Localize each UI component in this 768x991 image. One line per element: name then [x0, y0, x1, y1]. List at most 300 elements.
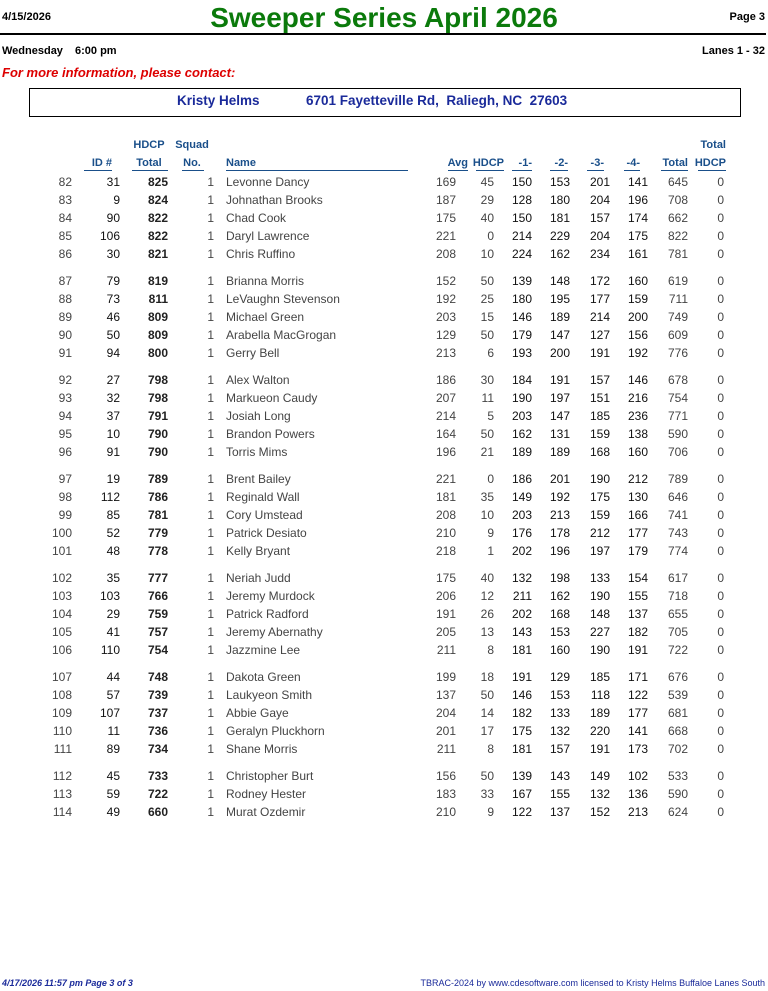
cell-g3: 214 [589, 310, 610, 324]
cell-total: 718 [667, 589, 688, 603]
cell-g2: 189 [549, 445, 570, 459]
col-name: Name [226, 157, 256, 169]
cell-g4: 160 [627, 274, 648, 288]
cell-name: Brent Bailey [226, 472, 291, 486]
cell-hdcp-total: 800 [147, 346, 168, 360]
cell-squad: 1 [207, 247, 214, 261]
cell-total-hdcp: 0 [717, 724, 724, 738]
cell-id: 41 [106, 625, 120, 639]
cell-id: 94 [106, 346, 120, 360]
cell-name: Neriah Judd [226, 571, 291, 585]
cell-total: 705 [667, 625, 688, 639]
cell-id: 103 [99, 589, 120, 603]
cell-avg: 207 [435, 391, 456, 405]
table-row [0, 542, 768, 560]
cell-hdcp-total: 819 [147, 274, 168, 288]
cell-total: 822 [667, 229, 688, 243]
cell-g1: 176 [511, 526, 532, 540]
cell-squad: 1 [207, 175, 214, 189]
cell-g2: 160 [549, 643, 570, 657]
cell-squad: 1 [207, 292, 214, 306]
cell-hdcp: 10 [480, 247, 494, 261]
cell-squad: 1 [207, 643, 214, 657]
cell-avg: 208 [435, 247, 456, 261]
cell-place: 108 [51, 688, 72, 702]
cell-g3: 157 [589, 373, 610, 387]
cell-hdcp: 29 [480, 193, 494, 207]
cell-hdcp: 50 [480, 427, 494, 441]
cell-g3: 201 [589, 175, 610, 189]
cell-g4: 122 [627, 688, 648, 702]
cell-g2: 200 [549, 346, 570, 360]
cell-avg: 211 [436, 643, 456, 657]
cell-place: 97 [58, 472, 72, 486]
cell-hdcp: 0 [487, 472, 494, 486]
cell-g3: 190 [589, 643, 610, 657]
cell-hdcp-total: 736 [147, 724, 168, 738]
cell-g2: 132 [549, 724, 570, 738]
cell-hdcp-total: 798 [147, 373, 168, 387]
cell-avg: 183 [435, 787, 456, 801]
cell-g3: 127 [589, 328, 610, 342]
cell-avg: 199 [435, 670, 456, 684]
cell-squad: 1 [207, 787, 214, 801]
cell-hdcp-total: 739 [147, 688, 168, 702]
cell-g2: 191 [549, 373, 570, 387]
event-time: 6:00 pm [75, 45, 117, 57]
cell-g4: 141 [627, 724, 648, 738]
table-row [0, 704, 768, 722]
cell-total-hdcp: 0 [717, 490, 724, 504]
cell-id: 10 [106, 427, 120, 441]
cell-g1: 202 [511, 544, 532, 558]
cell-name: Laukyeon Smith [226, 688, 313, 702]
cell-total-hdcp: 0 [717, 769, 724, 783]
cell-squad: 1 [207, 607, 214, 621]
cell-g1: 150 [511, 211, 532, 225]
cell-squad: 1 [207, 805, 214, 819]
cell-g2: 137 [549, 805, 570, 819]
cell-g4: 177 [627, 706, 648, 720]
cell-avg: 208 [435, 508, 456, 522]
cell-hdcp: 9 [487, 805, 494, 819]
cell-g4: 141 [627, 175, 648, 189]
cell-g4: 196 [627, 193, 648, 207]
cell-g3: 191 [589, 742, 610, 756]
cell-id: 106 [99, 229, 120, 243]
cell-name: Jeremy Murdock [226, 589, 315, 603]
cell-total-hdcp: 0 [717, 526, 724, 540]
cell-place: 86 [58, 247, 72, 261]
cell-total-hdcp: 0 [717, 310, 724, 324]
cell-g4: 174 [627, 211, 648, 225]
contact-name: Kristy Helms [177, 93, 260, 108]
cell-hdcp: 25 [480, 292, 494, 306]
col-squad-bottom: No. [183, 157, 201, 169]
col-total-hdcp-top: Total [700, 139, 726, 151]
table-row [0, 344, 768, 362]
cell-name: Torris Mims [226, 445, 288, 459]
cell-hdcp-total: 790 [147, 427, 168, 441]
table-row [0, 290, 768, 308]
cell-total-hdcp: 0 [717, 229, 724, 243]
cell-total: 617 [667, 571, 688, 585]
cell-id: 35 [106, 571, 120, 585]
lanes-range: Lanes 1 - 32 [702, 45, 765, 57]
cell-hdcp: 11 [481, 391, 494, 405]
cell-hdcp-total: 766 [147, 589, 168, 603]
cell-g1: 132 [511, 571, 532, 585]
cell-total-hdcp: 0 [717, 706, 724, 720]
col-hdcp-total-top: HDCP [133, 139, 165, 151]
cell-total: 771 [667, 409, 688, 423]
cell-total: 668 [667, 724, 688, 738]
cell-name: Jazzmine Lee [226, 643, 301, 657]
cell-name: Gerry Bell [226, 346, 280, 360]
cell-place: 83 [58, 193, 72, 207]
cell-hdcp: 18 [480, 670, 494, 684]
cell-place: 99 [58, 508, 72, 522]
cell-g2: 153 [549, 175, 570, 189]
cell-g2: 157 [549, 742, 570, 756]
cell-total: 590 [667, 427, 688, 441]
cell-avg: 175 [435, 571, 456, 585]
cell-g3: 148 [589, 607, 610, 621]
cell-hdcp-total: 822 [147, 211, 168, 225]
cell-g3: 191 [589, 346, 610, 360]
cell-avg: 218 [435, 544, 456, 558]
cell-id: 37 [106, 409, 120, 423]
cell-total-hdcp: 0 [717, 607, 724, 621]
cell-g3: 177 [589, 292, 610, 306]
cell-squad: 1 [207, 274, 214, 288]
cell-g1: 190 [511, 391, 532, 405]
cell-hdcp-total: 811 [148, 292, 168, 306]
cell-squad: 1 [207, 445, 214, 459]
cell-g4: 177 [627, 526, 648, 540]
cell-avg: 210 [435, 526, 456, 540]
cell-place: 90 [58, 328, 72, 342]
contact-prompt: For more information, please contact: [2, 65, 236, 80]
cell-total: 624 [667, 805, 688, 819]
cell-g1: 184 [511, 373, 532, 387]
cell-name: Josiah Long [226, 409, 291, 423]
cell-total: 749 [667, 310, 688, 324]
cell-total: 702 [667, 742, 688, 756]
cell-place: 114 [52, 805, 72, 819]
cell-squad: 1 [207, 409, 214, 423]
cell-name: Cory Umstead [226, 508, 303, 522]
cell-name: Brianna Morris [226, 274, 305, 288]
cell-g1: 189 [511, 445, 532, 459]
cell-id: 49 [106, 805, 120, 819]
cell-id: 27 [106, 373, 120, 387]
cell-hdcp-total: 786 [147, 490, 168, 504]
cell-place: 100 [51, 526, 72, 540]
cell-g1: 202 [511, 607, 532, 621]
cell-g1: 122 [511, 805, 532, 819]
cell-g2: 197 [549, 391, 570, 405]
cell-g2: 195 [549, 292, 570, 306]
table-row [0, 308, 768, 326]
cell-g4: 173 [627, 742, 648, 756]
cell-place: 96 [58, 445, 72, 459]
cell-total: 743 [667, 526, 688, 540]
cell-g4: 136 [627, 787, 648, 801]
cell-g2: 131 [549, 427, 570, 441]
cell-hdcp: 50 [480, 769, 494, 783]
cell-name: Murat Ozdemir [226, 805, 306, 819]
cell-avg: 201 [435, 724, 456, 738]
cell-g1: 143 [511, 625, 532, 639]
cell-id: 79 [106, 274, 120, 288]
cell-g2: 162 [549, 589, 570, 603]
cell-hdcp: 13 [480, 625, 494, 639]
cell-g4: 154 [627, 571, 648, 585]
cell-g4: 102 [627, 769, 648, 783]
cell-name: Shane Morris [226, 742, 298, 756]
cell-squad: 1 [207, 670, 214, 684]
cell-squad: 1 [207, 571, 214, 585]
cell-g3: 212 [589, 526, 610, 540]
table-row [0, 425, 768, 443]
cell-squad: 1 [207, 391, 214, 405]
cell-g4: 182 [627, 625, 648, 639]
cell-g3: 190 [589, 589, 610, 603]
cell-id: 89 [106, 742, 120, 756]
cell-hdcp: 8 [487, 742, 494, 756]
cell-place: 87 [58, 274, 72, 288]
cell-name: Chad Cook [226, 211, 287, 225]
cell-total-hdcp: 0 [717, 445, 724, 459]
cell-g3: 132 [589, 787, 610, 801]
table-row [0, 785, 768, 803]
cell-place: 91 [58, 346, 72, 360]
cell-id: 30 [106, 247, 120, 261]
cell-g1: 167 [511, 787, 532, 801]
cell-g1: 150 [511, 175, 532, 189]
footer-timestamp: 4/17/2026 11:57 pm Page 3 of 3 [2, 978, 133, 988]
cell-avg: 206 [435, 589, 456, 603]
cell-squad: 1 [207, 508, 214, 522]
cell-hdcp-total: 825 [147, 175, 168, 189]
cell-g3: 149 [589, 769, 610, 783]
cell-g3: 189 [589, 706, 610, 720]
cell-total-hdcp: 0 [717, 292, 724, 306]
cell-avg: 203 [435, 310, 456, 324]
cell-hdcp: 5 [487, 409, 494, 423]
col-game3: -3- [590, 157, 604, 169]
cell-hdcp-total: 822 [147, 229, 168, 243]
cell-total-hdcp: 0 [717, 211, 724, 225]
cell-avg: 205 [435, 625, 456, 639]
cell-g2: 213 [549, 508, 570, 522]
cell-hdcp: 30 [480, 373, 494, 387]
cell-hdcp-total: 748 [147, 670, 168, 684]
cell-id: 59 [106, 787, 120, 801]
cell-g4: 200 [627, 310, 648, 324]
cell-place: 84 [58, 211, 72, 225]
cell-total-hdcp: 0 [717, 544, 724, 558]
cell-hdcp: 12 [480, 589, 494, 603]
cell-name: Arabella MacGrogan [226, 328, 337, 342]
col-hdcp: HDCP [472, 157, 504, 169]
cell-g2: 229 [549, 229, 570, 243]
cell-name: Brandon Powers [226, 427, 315, 441]
cell-g3: 159 [589, 508, 610, 522]
table-row [0, 191, 768, 209]
cell-hdcp-total: 789 [147, 472, 168, 486]
table-row [0, 668, 768, 686]
cell-id: 57 [106, 688, 120, 702]
cell-g1: 139 [511, 274, 532, 288]
cell-avg: 156 [435, 769, 456, 783]
cell-avg: 192 [435, 292, 456, 306]
cell-g1: 175 [511, 724, 532, 738]
cell-squad: 1 [207, 589, 214, 603]
cell-total: 646 [667, 490, 688, 504]
cell-place: 103 [51, 589, 72, 603]
cell-g3: 151 [589, 391, 610, 405]
cell-avg: 204 [435, 706, 456, 720]
cell-g2: 147 [549, 328, 570, 342]
report-date: 4/15/2026 [2, 11, 51, 23]
cell-g2: 148 [549, 274, 570, 288]
cell-total-hdcp: 0 [717, 625, 724, 639]
cell-id: 50 [106, 328, 120, 342]
cell-g1: 186 [511, 472, 532, 486]
cell-avg: 186 [435, 373, 456, 387]
cell-g4: 175 [627, 229, 648, 243]
cell-hdcp-total: 733 [147, 769, 168, 783]
cell-total-hdcp: 0 [717, 571, 724, 585]
cell-total-hdcp: 0 [717, 742, 724, 756]
cell-g3: 227 [589, 625, 610, 639]
cell-avg: 187 [435, 193, 456, 207]
cell-squad: 1 [207, 346, 214, 360]
cell-total: 609 [667, 328, 688, 342]
cell-avg: 191 [435, 607, 456, 621]
cell-hdcp-total: 821 [147, 247, 168, 261]
cell-total: 789 [667, 472, 688, 486]
cell-g4: 179 [627, 544, 648, 558]
table-row [0, 569, 768, 587]
contact-address: 6701 Fayetteville Rd, Raliegh, NC 27603 [306, 93, 568, 108]
cell-g3: 168 [589, 445, 610, 459]
cell-hdcp: 45 [480, 175, 494, 189]
cell-name: Jeremy Abernathy [226, 625, 323, 639]
report-title: Sweeper Series April 2026 [210, 2, 558, 33]
cell-total: 645 [667, 175, 688, 189]
cell-total: 681 [667, 706, 688, 720]
cell-hdcp: 0 [487, 229, 494, 243]
cell-g1: 162 [511, 427, 532, 441]
cell-place: 105 [51, 625, 72, 639]
cell-g2: 189 [549, 310, 570, 324]
cell-total-hdcp: 0 [717, 247, 724, 261]
cell-g4: 236 [627, 409, 648, 423]
cell-place: 109 [51, 706, 72, 720]
cell-g4: 137 [627, 607, 648, 621]
cell-id: 48 [106, 544, 120, 558]
table-row [0, 686, 768, 704]
cell-total-hdcp: 0 [717, 670, 724, 684]
table-row [0, 272, 768, 290]
cell-total: 590 [667, 787, 688, 801]
cell-hdcp-total: 737 [147, 706, 168, 720]
cell-g1: 180 [511, 292, 532, 306]
cell-id: 45 [106, 769, 120, 783]
cell-g2: 162 [549, 247, 570, 261]
cell-total-hdcp: 0 [717, 427, 724, 441]
cell-squad: 1 [207, 706, 214, 720]
cell-squad: 1 [207, 625, 214, 639]
cell-place: 110 [52, 724, 72, 738]
cell-g4: 166 [627, 508, 648, 522]
cell-g4: 192 [627, 346, 648, 360]
cell-hdcp-total: 781 [147, 508, 168, 522]
cell-id: 11 [107, 724, 120, 738]
cell-g4: 171 [627, 670, 648, 684]
table-row [0, 470, 768, 488]
cell-name: LeVaughn Stevenson [226, 292, 340, 306]
cell-g2: 178 [549, 526, 570, 540]
cell-hdcp-total: 798 [147, 391, 168, 405]
cell-hdcp-total: 754 [147, 643, 168, 657]
cell-place: 104 [51, 607, 72, 621]
cell-g3: 118 [590, 688, 610, 702]
cell-g2: 180 [549, 193, 570, 207]
cell-g4: 146 [627, 373, 648, 387]
cell-hdcp-total: 777 [147, 571, 168, 585]
cell-g1: 128 [511, 193, 532, 207]
cell-total-hdcp: 0 [717, 508, 724, 522]
cell-g3: 157 [589, 211, 610, 225]
table-row [0, 641, 768, 659]
table-row [0, 506, 768, 524]
cell-hdcp-total: 778 [147, 544, 168, 558]
cell-id: 9 [113, 193, 120, 207]
cell-avg: 181 [435, 490, 456, 504]
cell-hdcp: 40 [480, 571, 494, 585]
cell-hdcp-total: 779 [147, 526, 168, 540]
cell-total: 539 [667, 688, 688, 702]
cell-place: 95 [58, 427, 72, 441]
cell-g2: 133 [549, 706, 570, 720]
cell-g1: 181 [511, 742, 532, 756]
cell-squad: 1 [207, 490, 214, 504]
cell-total: 708 [667, 193, 688, 207]
cell-total: 774 [667, 544, 688, 558]
cell-id: 19 [106, 472, 120, 486]
cell-g2: 147 [549, 409, 570, 423]
cell-hdcp: 40 [480, 211, 494, 225]
cell-place: 111 [53, 742, 72, 756]
table-row [0, 326, 768, 344]
cell-avg: 210 [435, 805, 456, 819]
cell-g3: 152 [589, 805, 610, 819]
cell-g2: 168 [549, 607, 570, 621]
cell-hdcp-total: 759 [147, 607, 168, 621]
cell-place: 89 [58, 310, 72, 324]
cell-squad: 1 [207, 526, 214, 540]
cell-id: 44 [106, 670, 120, 684]
col-game4: -4- [626, 157, 640, 169]
cell-squad: 1 [207, 211, 214, 225]
cell-place: 101 [51, 544, 72, 558]
cell-name: Patrick Radford [226, 607, 309, 621]
cell-g1: 203 [511, 409, 532, 423]
